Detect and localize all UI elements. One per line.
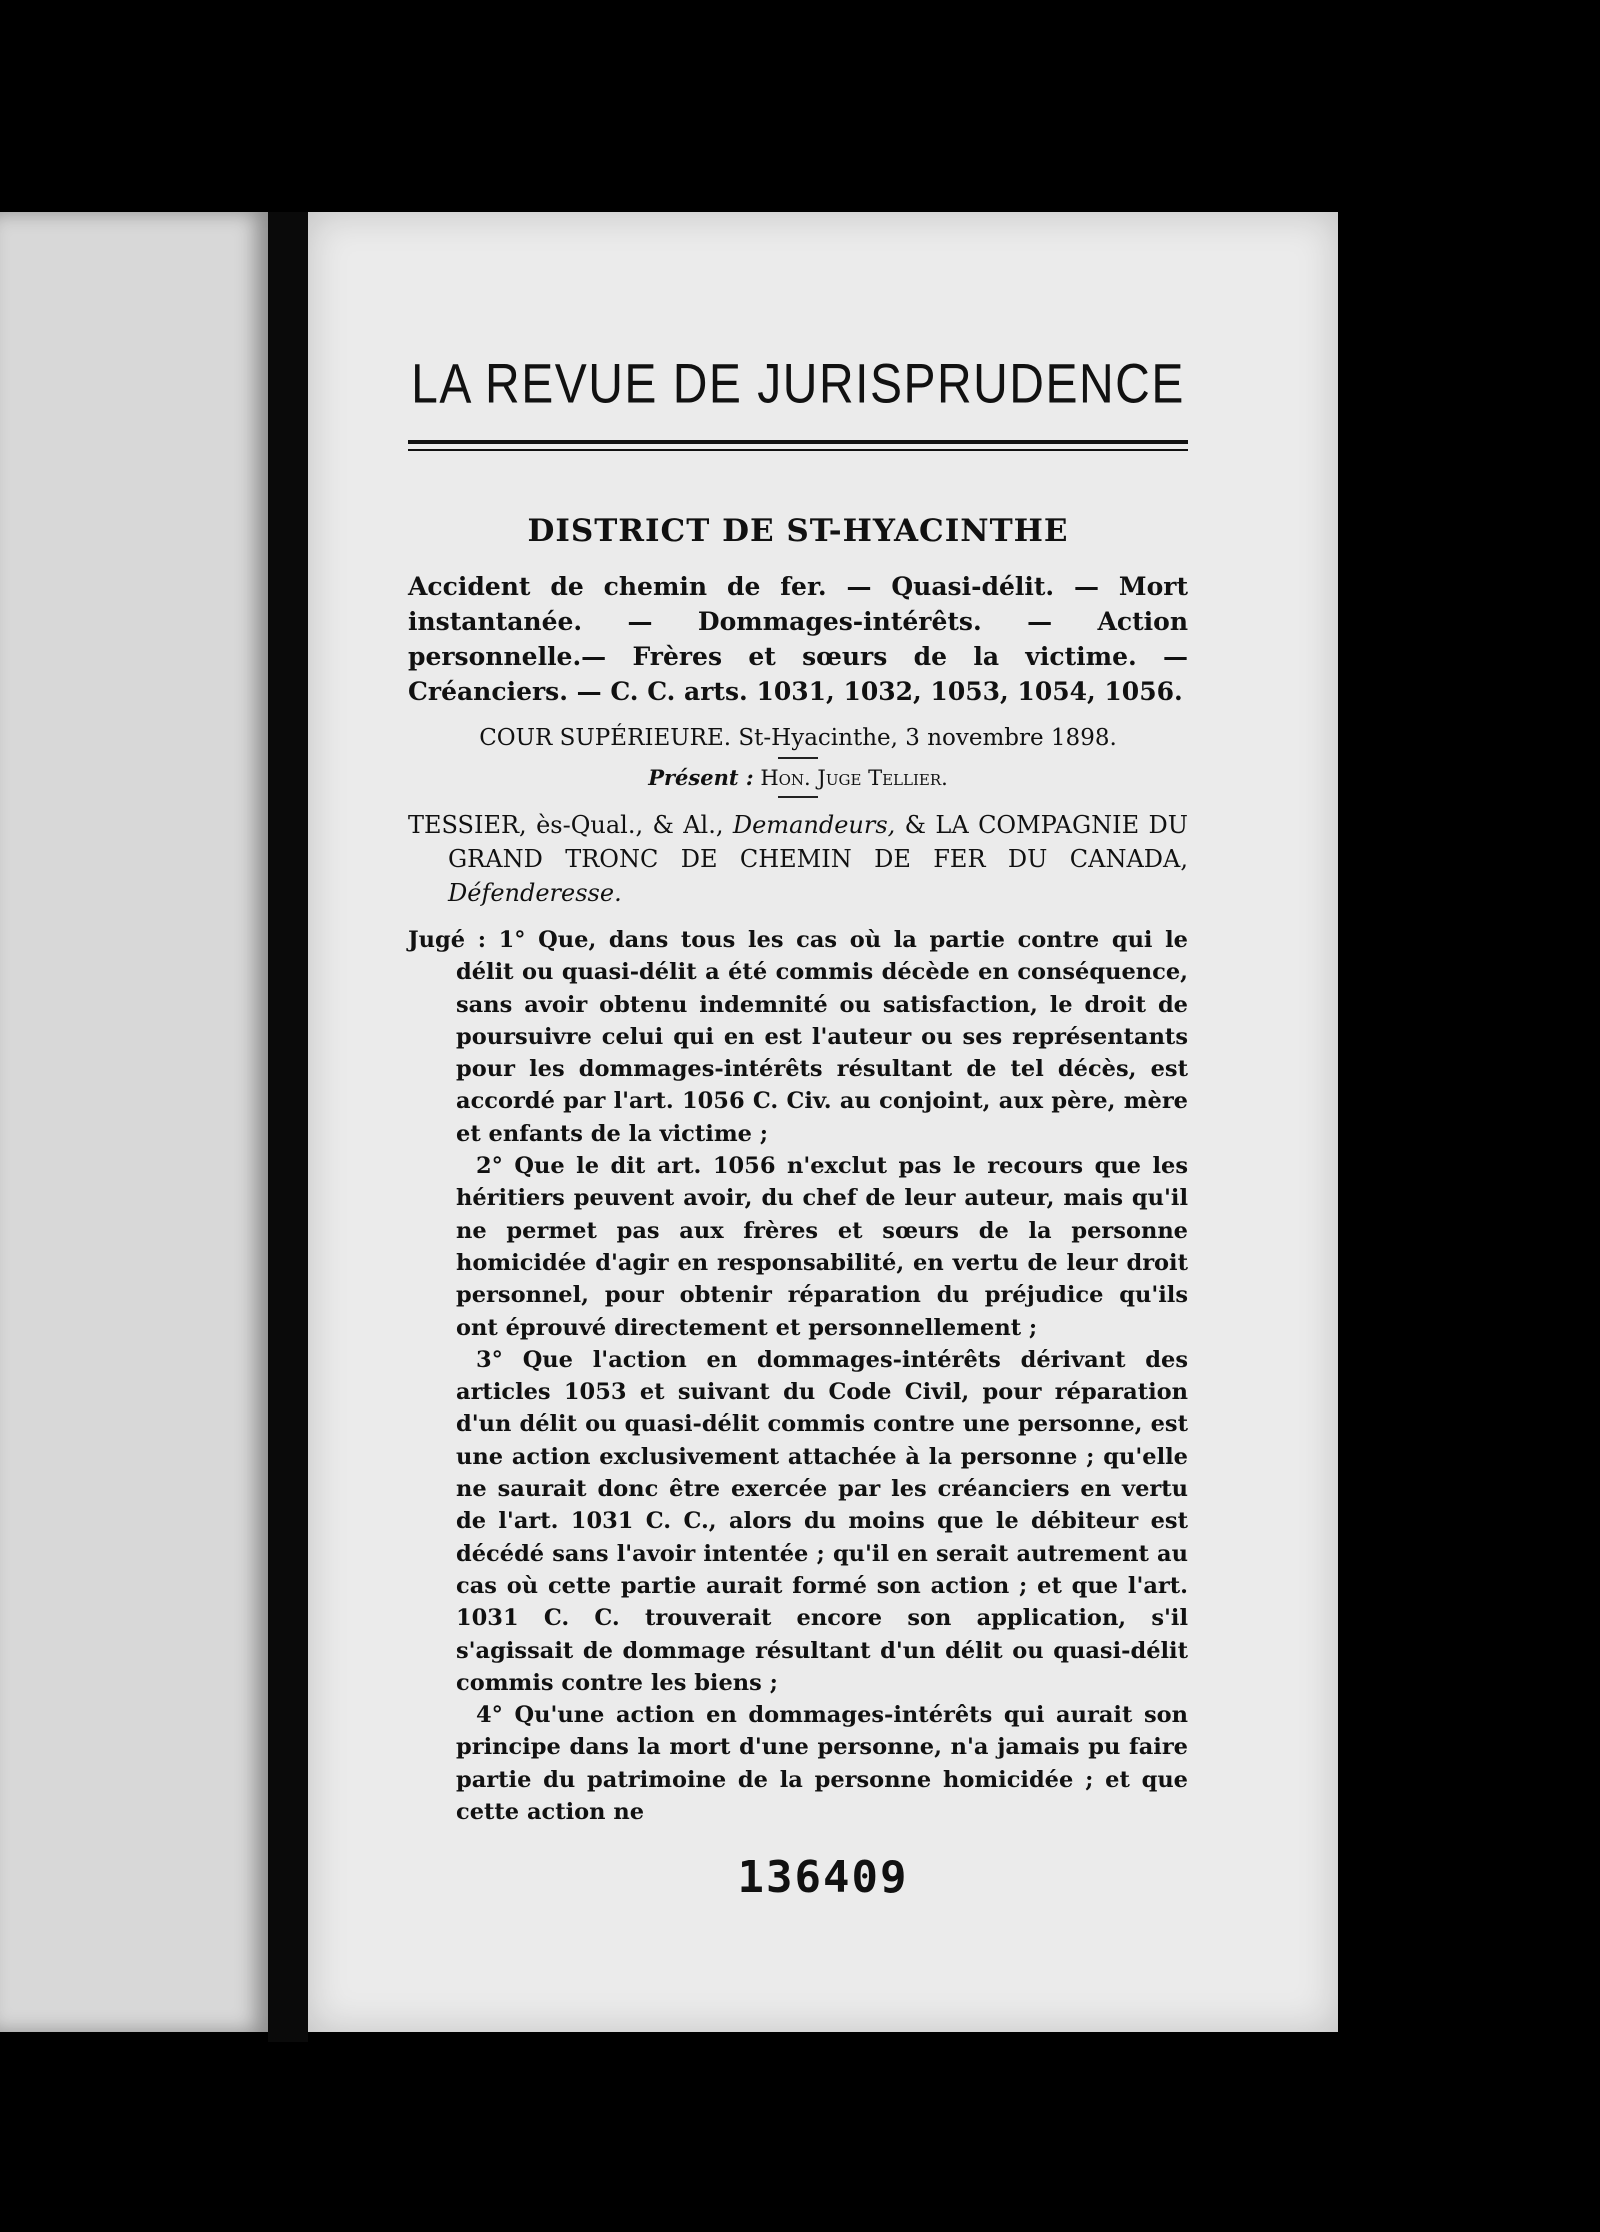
title-rule-thin: [408, 449, 1188, 451]
court-line: [408, 725, 1188, 751]
plaintiff-name: TESSIER, ès-Qual., & Al.,: [408, 811, 724, 839]
separator-rule: [778, 757, 818, 759]
holding-2: 2° Que le dit art. 1056 n'exclut pas le recours que les héritiers peuvent avoir, du chef de leur auteur, mais qu'il ne permet pas aux frères et sœurs de la personne homicidée d'agir en responsabilité, en vertu de leur droit personnel, pour obtenir réparation du préjudice qu'ils ont éprouvé directement et personnellement ;: [456, 1153, 1188, 1341]
parties-block: [408, 808, 1188, 910]
holding-1: 1° Que, dans tous les cas où la partie contre qui le délit ou quasi-délit a été commis décède en conséquence, sans avoir obtenu indemnité ou satisfaction, le droit de poursuivre celui qui en est l'auteur ou ses représentants pour les dommages-intérêts résultant de tel décès, est accordé par l'art. 1056 C. Civ. au conjoint, aux père, mère et enfants de la victime ;: [456, 927, 1188, 1147]
plaintiff-role: Demandeurs,: [732, 811, 896, 839]
court-place-date: St-Hyacinthe, 3 novembre 1898.: [738, 725, 1117, 751]
journal-title: LA REVUE DE JURISPRUDENCE: [411, 354, 1185, 415]
holding-paragraph: [408, 924, 1188, 1150]
facing-page-edge: [0, 212, 268, 2032]
holdings: [408, 924, 1188, 1828]
title-rule-thick: [408, 440, 1188, 444]
holding-4: 4° Qu'une action en dommages-intérêts qui aurait son principe dans la mort d'une personne, n'a jamais pu faire partie du patrimoine de la personne homicidée ; et que cette action ne: [456, 1702, 1188, 1826]
defendant-name: & LA COMPAGNIE DU GRAND TRONC DE CHEMIN DE FER DU CANADA,: [448, 811, 1188, 873]
defendant-role: Défenderesse.: [448, 879, 622, 907]
page-content: [408, 354, 1188, 1828]
district-heading: DISTRICT DE ST-HYACINTHE: [527, 513, 1069, 549]
court-name: COUR SUPÉRIEURE.: [479, 725, 732, 751]
stamp-number: 136409: [737, 1852, 909, 1903]
holding-3: 3° Que l'action en dommages-intérêts dérivant des articles 1053 et suivant du Code Civil, pour réparation d'un délit ou quasi-délit commis contre une personne, est une action exclusivement attachée à la personne ; qu'elle ne saurait donc être exercée par les créanciers en vertu de l'art. 1031 C. C., alors du moins que le débiteur est décédé sans l'avoir intentée ; qu'il en serait autrement au cas où cette partie aurait formé son action ; et que l'art. 1031 C. C. trouverait encore son application, s'il s'agissait de dommage résultant d'un délit ou quasi-délit commis contre les biens ;: [456, 1346, 1188, 1696]
document-page: [308, 212, 1338, 2032]
separator-rule: [778, 796, 818, 798]
present-line: [408, 765, 1188, 790]
judge-name: Hon. Juge Tellier.: [760, 766, 948, 790]
book-gutter: [268, 212, 308, 2042]
case-subject: Accident de chemin de fer. — Quasi-délit. — Mort instantanée. — Dommages-intérêts. — Action personnelle.— Frères et sœurs de la victime. — Créanciers. — C. C. arts. 1031, 1032, 1053, 1054, 1056.: [408, 572, 1188, 706]
present-label: Présent :: [648, 765, 754, 790]
juge-label: Jugé :: [408, 927, 486, 953]
